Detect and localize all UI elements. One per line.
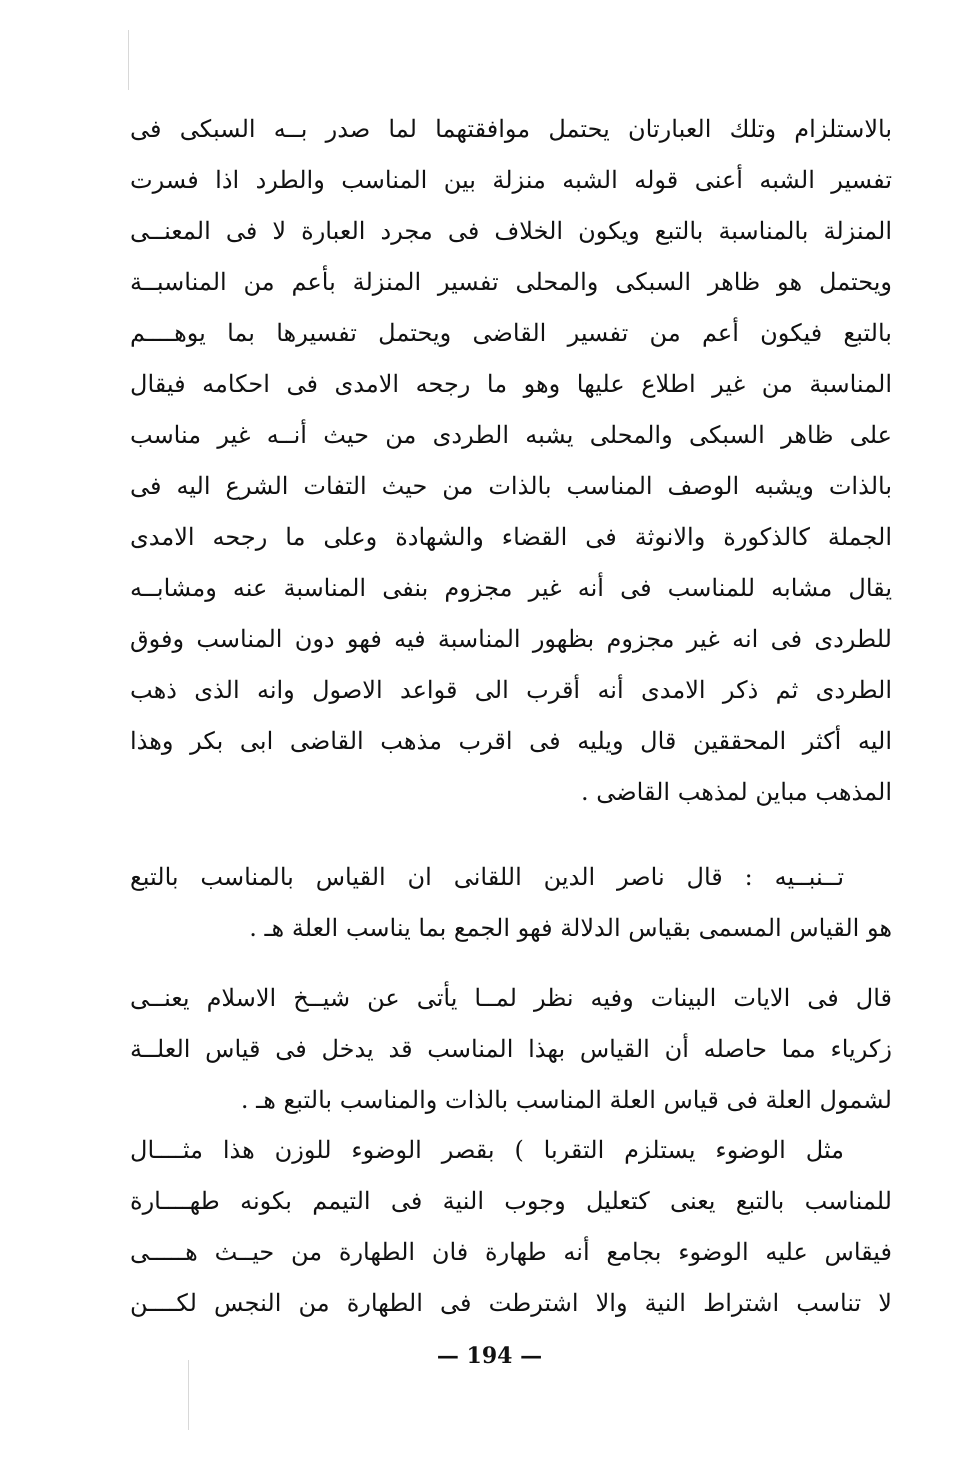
text-line: اليه أكثر المحققين قال ويليه فى اقرب مذهب القاضى ابى بكر وهذا — [130, 727, 892, 755]
text-line: مثل الوضوء يستلزم التقربا ) بقصر الوضوء للوزن هذا مثــــال — [130, 1136, 844, 1164]
text-line: لا تناسب اشتراط النية والا اشترطت فى الطهارة من النجس لكــــن — [130, 1289, 892, 1317]
text-line: تــنبــيه : قال ناصر الدين اللقانى ان القياس بالمناسب بالتبع — [130, 863, 844, 891]
text-line: الطردى ثم ذكر الامدى أنه أقرب الى قواعد الاصول وانه الذى ذهب — [130, 676, 892, 704]
text-line: تفسير الشبه أعنى قوله الشبه منزلة بين المناسب والطرد اذا فسرت — [130, 166, 892, 194]
text-line: بالاستلزام وتلك العبارتان يحتمل موافقتهما لما صدر بــه السبكى فى — [130, 115, 892, 143]
text-line: ويحتمل هو ظاهر السبكى والمحلى تفسير المنزلة بأعم من المناسبــة — [130, 268, 892, 296]
text-line: بالذات ويشبه الوصف المناسب بالذات من حيث التفات الشرع اليه فى — [130, 472, 892, 500]
text-line: المناسبة من غير اطلاع عليها وهو ما رجحه الامدى فى احكامه فيقال — [130, 370, 892, 398]
paragraph-2 — [130, 852, 892, 954]
text-line: المنزلة بالمناسبة بالتبع ويكون الخلاف فى مجرد العبارة لا فى المعنــى — [130, 217, 892, 245]
text-line: لشمول العلة فى قياس العلة المناسب بالذات والمناسب بالتبع هـ . — [240, 1086, 892, 1114]
paragraph-4 — [130, 1125, 892, 1329]
text-line: للمناسب بالتبع يعنى كتعليل وجوب النية فى التيمم بكونه طهــــارة — [130, 1187, 892, 1215]
text-line: المذهب مباين لمذهب القاضى . — [580, 778, 892, 806]
text-line: على ظاهر السبكى والمحلى يشبه الطردى من حيث أنــه غير مناسب — [130, 421, 892, 449]
text-line: قال فى الايات البينات وفيه نظر لمــا يأتى عن شيــخ الاسلام يعنــى — [130, 984, 892, 1012]
text-line: الجملة كالذكورة والانوثة فى القضاء والشهادة وعلى ما رجحه الامدى — [130, 523, 892, 551]
text-line: بالتبع فيكون أعم من تفسير القاضى ويحتمل تفسيرها بما يوهــــم — [130, 319, 892, 347]
text-line: فيقاس عليه الوضوء بجامع أنه طهارة فان الطهارة من حيــث هـــــى — [130, 1238, 892, 1266]
paragraph-3 — [130, 973, 892, 1126]
page-number: — 194 — — [436, 1343, 543, 1369]
text-line: هو القياس المسمى بقياس الدلالة فهو الجمع بما يناسب العلة هـ . — [249, 914, 892, 942]
text-line: للطردى فى انه غير مجزوم بظهور المناسبة فيه فهو دون المناسب وفوق — [130, 625, 892, 653]
paragraph-1 — [130, 104, 892, 818]
scan-edge-mark — [128, 30, 129, 90]
text-line: زكرياء مما حاصله أن القياس بهذا المناسب قد يدخل فى قياس العلــة — [130, 1035, 892, 1063]
text-line: يقال مشابه للمناسب فى أنه غير مجزوم بنفى المناسبة عنه ومشابــه — [130, 574, 892, 602]
